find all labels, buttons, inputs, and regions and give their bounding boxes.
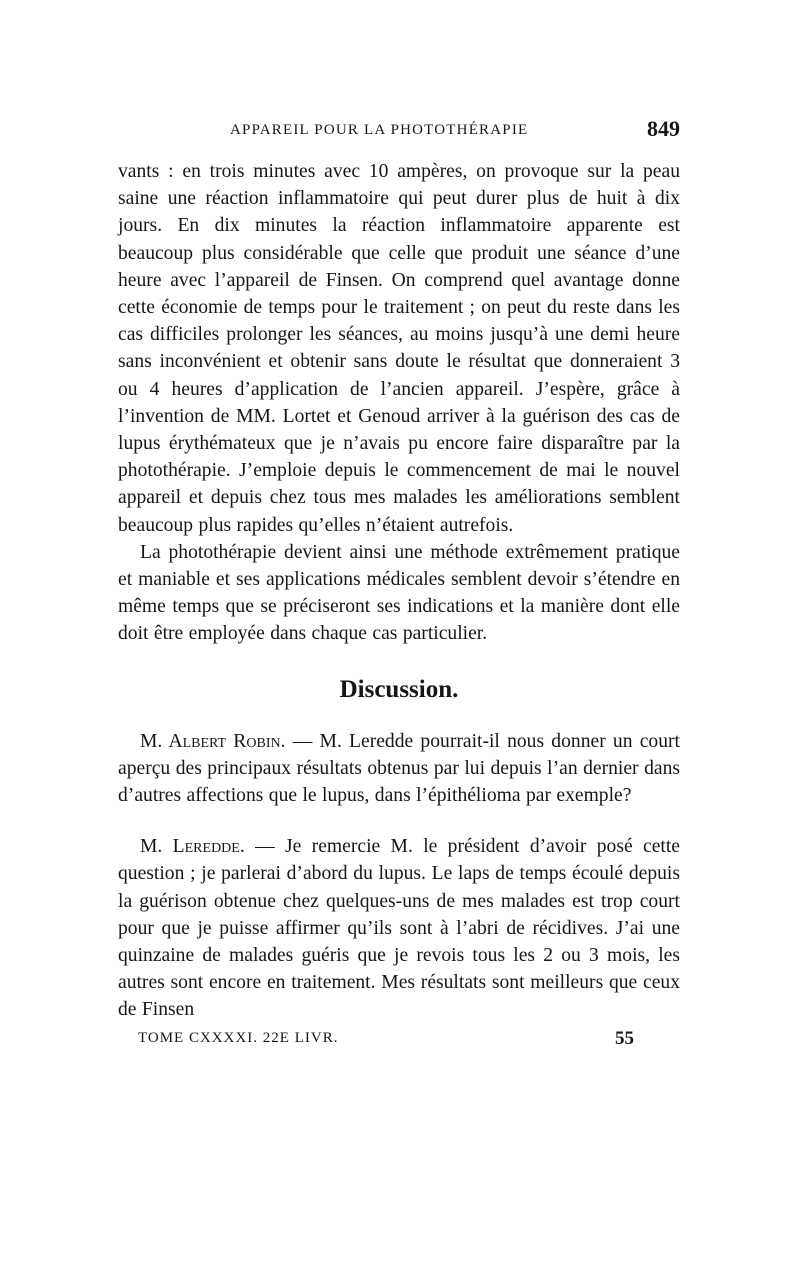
discussion-heading: Discussion. xyxy=(339,675,459,703)
printer-signature: TOME CXXXXI. 22E LIVR. xyxy=(138,1029,339,1046)
book-page xyxy=(118,112,680,1056)
discussion-paragraph-robin xyxy=(118,728,680,810)
running-title: APPAREIL POUR LA PHOTOTHÉRAPIE xyxy=(230,122,529,138)
page-number: 849 xyxy=(647,116,680,141)
body-paragraph-2: La photothérapie devient ainsi une méthode extrêmement pratique et maniable et ses applications médicales semblent devoir s’étendre en même temps que se préciseront ses indications et la manière dont elle doit être employée dans chaque cas particulier. xyxy=(118,541,680,645)
page-footer xyxy=(118,1026,680,1056)
running-head xyxy=(118,112,680,152)
paragraph-gap xyxy=(118,809,680,833)
speaker-albert-robin: M. Albert Robin. xyxy=(140,730,286,752)
discussion-text-leredde: — Je remercie M. le président d’avoir posé cette question ; je parlerai d’abord du lupus. Le laps de temps écoulé depuis la guérison obtenue chez quelques-uns de mes malades est trop court pour que je puisse affirmer qu’ils sont à l’abri de récidives. J’ai une quinzaine de malades guéris que je revois tous les 2 ou 3 mois, les autres sont encore en traitement. Mes résultats sont meilleurs que ceux de Finsen xyxy=(118,836,680,1021)
discussion-paragraph-leredde xyxy=(118,833,680,1023)
body-paragraph-1: vants : en trois minutes avec 10 ampères, on provoque sur la peau saine une réaction inflammatoire qui peut durer plus de huit à dix jours. En dix minutes la réaction inflammatoire apparente est beaucoup plus considérable que celle que produit une séance d’une heure avec l’appareil de Finsen. On comprend quel avantage donne cette économie de temps pour le traitement ; on peut du reste dans les cas difficiles prolonger les séances, au moins jusqu’à une demi heure sans inconvénient et obtenir sans doute le résultat que donneraient 3 ou 4 heures d’application de l’ancien appareil. J’espère, grâce à l’invention de MM. Lortet et Genoud arriver à la guérison des cas de lupus érythémateux que je n’avais pu encore faire disparaître par la photothérapie. J’emploie depuis le commencement de mai le nouvel appareil et depuis chez tous mes malades les améliorations semblent beaucoup plus rapides qu’elles n’étaient autrefois. xyxy=(118,161,680,536)
speaker-leredde: M. Leredde. xyxy=(140,836,245,858)
sheet-number: 55 xyxy=(615,1027,634,1049)
discussion-text-robin: — M. Leredde pourrait-il nous donner un court aperçu des principaux résultats obtenus par lui depuis l’an dernier dans d’autres affections que le lupus, dans l’épithélioma par exemple? xyxy=(118,730,680,807)
